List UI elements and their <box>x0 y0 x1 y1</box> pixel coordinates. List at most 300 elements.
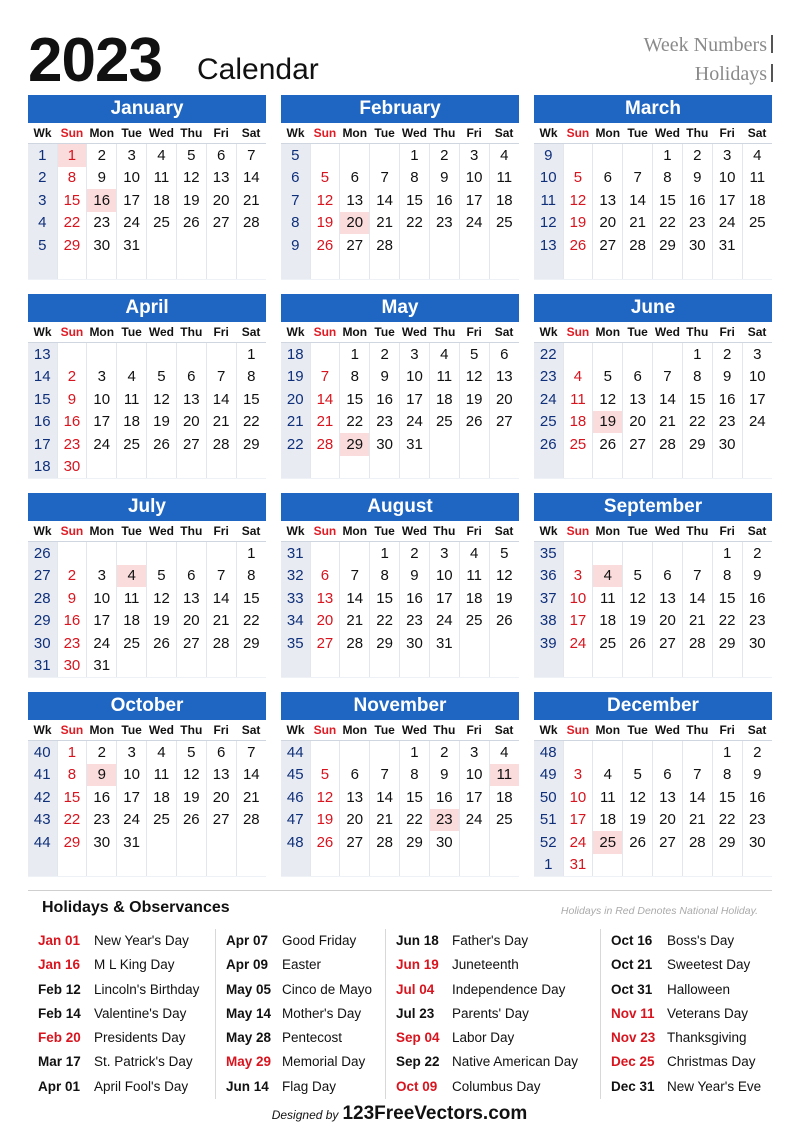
day-cell[interactable]: 27 <box>623 433 653 456</box>
day-cell[interactable]: 12 <box>623 587 653 610</box>
day-cell[interactable]: 26 <box>459 411 489 434</box>
day-cell[interactable]: 10 <box>117 764 147 787</box>
day-cell[interactable]: 8 <box>400 764 430 787</box>
day-cell[interactable] <box>563 456 593 479</box>
day-cell[interactable]: 24 <box>459 212 489 235</box>
day-cell[interactable] <box>593 655 623 678</box>
day-cell[interactable]: 5 <box>459 343 489 366</box>
day-cell[interactable]: 20 <box>310 610 340 633</box>
day-cell[interactable]: 4 <box>147 741 177 764</box>
day-cell[interactable]: 11 <box>147 167 177 190</box>
day-cell[interactable]: 18 <box>459 587 489 610</box>
day-cell[interactable]: 17 <box>87 610 117 633</box>
day-cell[interactable] <box>310 741 340 764</box>
day-cell[interactable] <box>310 343 340 366</box>
day-cell[interactable]: 26 <box>310 831 340 854</box>
day-cell[interactable]: 8 <box>57 167 87 190</box>
day-cell[interactable]: 26 <box>623 632 653 655</box>
day-cell[interactable] <box>206 655 236 678</box>
day-cell[interactable]: 2 <box>57 565 87 588</box>
day-cell[interactable] <box>400 655 430 678</box>
day-cell[interactable]: 27 <box>206 212 236 235</box>
day-cell[interactable]: 5 <box>593 366 623 389</box>
day-cell[interactable]: 25 <box>147 212 177 235</box>
day-cell[interactable]: 12 <box>495 567 513 585</box>
day-cell[interactable]: 12 <box>310 786 340 809</box>
day-cell[interactable] <box>117 854 147 877</box>
day-cell[interactable]: 5 <box>310 167 340 190</box>
day-cell[interactable]: 27 <box>176 632 206 655</box>
day-cell[interactable] <box>147 257 177 280</box>
day-cell[interactable] <box>117 456 147 479</box>
day-cell[interactable] <box>176 234 206 257</box>
day-cell[interactable]: 22 <box>400 809 430 832</box>
day-cell[interactable]: 7 <box>370 167 400 190</box>
day-cell[interactable] <box>563 144 593 167</box>
day-cell[interactable]: 14 <box>623 189 653 212</box>
day-cell[interactable] <box>742 854 772 877</box>
day-cell[interactable]: 5 <box>623 764 653 787</box>
day-cell[interactable]: 20 <box>623 411 653 434</box>
day-cell[interactable]: 18 <box>495 191 513 209</box>
day-cell[interactable]: 2 <box>400 542 430 565</box>
day-cell[interactable]: 16 <box>57 610 87 633</box>
day-cell[interactable] <box>429 655 459 678</box>
day-cell[interactable]: 6 <box>653 764 683 787</box>
day-cell[interactable]: 11 <box>593 786 623 809</box>
day-cell[interactable] <box>459 854 489 877</box>
day-cell[interactable]: 8 <box>653 167 683 190</box>
day-cell[interactable]: 22 <box>242 413 260 431</box>
day-cell[interactable]: 5 <box>500 544 509 562</box>
day-cell[interactable]: 13 <box>340 189 370 212</box>
day-cell[interactable] <box>593 741 623 764</box>
day-cell[interactable]: 29 <box>712 831 742 854</box>
day-cell[interactable] <box>623 144 653 167</box>
day-cell[interactable]: 12 <box>593 388 623 411</box>
day-cell[interactable]: 29 <box>340 433 370 456</box>
day-cell[interactable]: 25 <box>429 411 459 434</box>
day-cell[interactable]: 10 <box>712 167 742 190</box>
day-cell[interactable]: 21 <box>206 610 236 633</box>
day-cell[interactable]: 30 <box>748 634 766 652</box>
day-cell[interactable]: 29 <box>370 632 400 655</box>
day-cell[interactable] <box>236 831 266 854</box>
day-cell[interactable]: 2 <box>57 366 87 389</box>
day-cell[interactable] <box>593 257 623 280</box>
day-cell[interactable] <box>712 257 742 280</box>
day-cell[interactable] <box>236 234 266 257</box>
day-cell[interactable]: 24 <box>563 632 593 655</box>
day-cell[interactable]: 9 <box>87 764 117 787</box>
day-cell[interactable]: 6 <box>340 167 370 190</box>
day-cell[interactable]: 7 <box>682 764 712 787</box>
day-cell[interactable]: 11 <box>117 388 147 411</box>
day-cell[interactable] <box>459 655 489 678</box>
day-cell[interactable]: 19 <box>310 212 340 235</box>
day-cell[interactable]: 1 <box>57 144 87 167</box>
day-cell[interactable]: 26 <box>593 433 623 456</box>
day-cell[interactable] <box>310 655 340 678</box>
day-cell[interactable]: 21 <box>340 610 370 633</box>
day-cell[interactable]: 29 <box>57 831 87 854</box>
day-cell[interactable]: 3 <box>87 565 117 588</box>
day-cell[interactable]: 26 <box>495 612 513 630</box>
day-cell[interactable] <box>176 257 206 280</box>
day-cell[interactable]: 24 <box>563 831 593 854</box>
day-cell[interactable]: 16 <box>370 388 400 411</box>
day-cell[interactable] <box>429 433 459 456</box>
day-cell[interactable] <box>429 854 459 877</box>
day-cell[interactable]: 12 <box>147 587 177 610</box>
day-cell[interactable] <box>340 854 370 877</box>
day-cell[interactable]: 8 <box>400 167 430 190</box>
day-cell[interactable] <box>742 234 772 257</box>
day-cell[interactable] <box>400 234 430 257</box>
day-cell[interactable]: 28 <box>653 433 683 456</box>
day-cell[interactable]: 13 <box>206 167 236 190</box>
day-cell[interactable]: 3 <box>429 542 459 565</box>
day-cell[interactable]: 10 <box>563 786 593 809</box>
day-cell[interactable] <box>176 854 206 877</box>
day-cell[interactable]: 30 <box>370 433 400 456</box>
day-cell[interactable]: 2 <box>753 544 762 562</box>
day-cell[interactable] <box>623 257 653 280</box>
day-cell[interactable]: 28 <box>242 811 260 829</box>
day-cell[interactable]: 15 <box>712 786 742 809</box>
day-cell[interactable]: 11 <box>459 565 489 588</box>
day-cell[interactable]: 13 <box>206 764 236 787</box>
day-cell[interactable]: 13 <box>495 368 513 386</box>
day-cell[interactable]: 13 <box>310 587 340 610</box>
day-cell[interactable]: 14 <box>340 587 370 610</box>
day-cell[interactable] <box>400 257 430 280</box>
day-cell[interactable]: 9 <box>370 366 400 389</box>
day-cell[interactable]: 27 <box>593 234 623 257</box>
day-cell[interactable]: 12 <box>176 167 206 190</box>
day-cell[interactable] <box>206 831 236 854</box>
day-cell[interactable]: 13 <box>593 189 623 212</box>
day-cell[interactable]: 20 <box>593 212 623 235</box>
day-cell[interactable]: 25 <box>593 831 623 854</box>
day-cell[interactable]: 18 <box>147 189 177 212</box>
day-cell[interactable]: 17 <box>429 587 459 610</box>
day-cell[interactable]: 12 <box>623 786 653 809</box>
day-cell[interactable]: 14 <box>370 189 400 212</box>
day-cell[interactable] <box>236 257 266 280</box>
day-cell[interactable]: 27 <box>653 632 683 655</box>
day-cell[interactable]: 17 <box>712 189 742 212</box>
day-cell[interactable]: 19 <box>593 411 623 434</box>
day-cell[interactable]: 17 <box>400 388 430 411</box>
day-cell[interactable]: 3 <box>753 345 762 363</box>
day-cell[interactable]: 2 <box>87 144 117 167</box>
day-cell[interactable]: 8 <box>370 565 400 588</box>
day-cell[interactable]: 22 <box>400 212 430 235</box>
day-cell[interactable]: 13 <box>623 388 653 411</box>
day-cell[interactable]: 18 <box>429 388 459 411</box>
day-cell[interactable] <box>117 655 147 678</box>
day-cell[interactable]: 6 <box>176 366 206 389</box>
day-cell[interactable]: 15 <box>57 786 87 809</box>
day-cell[interactable]: 31 <box>117 234 147 257</box>
day-cell[interactable] <box>489 632 519 655</box>
day-cell[interactable]: 25 <box>117 632 147 655</box>
day-cell[interactable]: 31 <box>117 831 147 854</box>
day-cell[interactable]: 18 <box>147 786 177 809</box>
day-cell[interactable]: 1 <box>712 542 742 565</box>
day-cell[interactable]: 19 <box>176 189 206 212</box>
day-cell[interactable] <box>310 144 340 167</box>
day-cell[interactable]: 30 <box>400 632 430 655</box>
day-cell[interactable]: 24 <box>712 212 742 235</box>
day-cell[interactable]: 12 <box>176 764 206 787</box>
day-cell[interactable]: 21 <box>653 411 683 434</box>
day-cell[interactable]: 13 <box>176 587 206 610</box>
day-cell[interactable]: 4 <box>459 542 489 565</box>
day-cell[interactable] <box>563 655 593 678</box>
day-cell[interactable] <box>310 257 340 280</box>
day-cell[interactable]: 20 <box>176 411 206 434</box>
day-cell[interactable]: 11 <box>117 587 147 610</box>
day-cell[interactable]: 18 <box>117 411 147 434</box>
day-cell[interactable]: 21 <box>370 212 400 235</box>
day-cell[interactable]: 10 <box>459 167 489 190</box>
day-cell[interactable]: 25 <box>495 214 513 232</box>
day-cell[interactable]: 16 <box>87 786 117 809</box>
day-cell[interactable]: 16 <box>748 788 766 806</box>
day-cell[interactable] <box>489 257 519 280</box>
day-cell[interactable]: 11 <box>593 587 623 610</box>
day-cell[interactable]: 14 <box>242 766 260 784</box>
day-cell[interactable]: 2 <box>429 144 459 167</box>
day-cell[interactable]: 28 <box>206 632 236 655</box>
day-cell[interactable]: 7 <box>623 167 653 190</box>
day-cell[interactable]: 22 <box>653 212 683 235</box>
day-cell[interactable]: 29 <box>242 435 260 453</box>
day-cell[interactable]: 3 <box>400 343 430 366</box>
day-cell[interactable] <box>176 831 206 854</box>
day-cell[interactable]: 26 <box>176 212 206 235</box>
day-cell[interactable]: 6 <box>310 565 340 588</box>
day-cell[interactable]: 17 <box>87 411 117 434</box>
day-cell[interactable] <box>682 741 712 764</box>
day-cell[interactable]: 18 <box>748 191 766 209</box>
day-cell[interactable]: 26 <box>310 234 340 257</box>
day-cell[interactable] <box>206 542 236 565</box>
day-cell[interactable]: 11 <box>563 388 593 411</box>
day-cell[interactable]: 25 <box>147 809 177 832</box>
day-cell[interactable]: 12 <box>310 189 340 212</box>
day-cell[interactable]: 20 <box>206 189 236 212</box>
day-cell[interactable]: 21 <box>242 788 260 806</box>
day-cell[interactable]: 21 <box>682 610 712 633</box>
day-cell[interactable]: 10 <box>459 764 489 787</box>
day-cell[interactable]: 15 <box>400 189 430 212</box>
day-cell[interactable]: 24 <box>87 433 117 456</box>
day-cell[interactable]: 14 <box>206 388 236 411</box>
day-cell[interactable]: 25 <box>117 433 147 456</box>
day-cell[interactable]: 15 <box>712 587 742 610</box>
day-cell[interactable] <box>206 343 236 366</box>
day-cell[interactable]: 25 <box>459 610 489 633</box>
day-cell[interactable]: 23 <box>748 612 766 630</box>
day-cell[interactable]: 31 <box>712 234 742 257</box>
day-cell[interactable]: 31 <box>400 433 430 456</box>
day-cell[interactable]: 1 <box>682 343 712 366</box>
day-cell[interactable]: 31 <box>429 632 459 655</box>
day-cell[interactable] <box>147 234 177 257</box>
day-cell[interactable]: 2 <box>87 741 117 764</box>
day-cell[interactable]: 4 <box>500 146 509 164</box>
day-cell[interactable]: 4 <box>753 146 762 164</box>
day-cell[interactable]: 5 <box>176 741 206 764</box>
day-cell[interactable]: 10 <box>429 565 459 588</box>
day-cell[interactable]: 25 <box>495 811 513 829</box>
day-cell[interactable]: 19 <box>147 411 177 434</box>
day-cell[interactable] <box>206 257 236 280</box>
day-cell[interactable]: 15 <box>400 786 430 809</box>
day-cell[interactable] <box>176 655 206 678</box>
day-cell[interactable]: 7 <box>653 366 683 389</box>
day-cell[interactable] <box>340 542 370 565</box>
day-cell[interactable]: 1 <box>370 542 400 565</box>
day-cell[interactable]: 3 <box>563 565 593 588</box>
day-cell[interactable]: 21 <box>682 809 712 832</box>
day-cell[interactable]: 7 <box>206 565 236 588</box>
day-cell[interactable] <box>742 456 772 479</box>
day-cell[interactable]: 28 <box>682 632 712 655</box>
day-cell[interactable] <box>340 144 370 167</box>
day-cell[interactable]: 29 <box>682 433 712 456</box>
day-cell[interactable]: 8 <box>247 368 256 386</box>
day-cell[interactable] <box>400 456 430 479</box>
day-cell[interactable] <box>623 741 653 764</box>
day-cell[interactable] <box>370 456 400 479</box>
day-cell[interactable]: 2 <box>370 343 400 366</box>
day-cell[interactable]: 6 <box>206 144 236 167</box>
day-cell[interactable]: 23 <box>87 809 117 832</box>
day-cell[interactable] <box>742 257 772 280</box>
day-cell[interactable]: 29 <box>712 632 742 655</box>
day-cell[interactable]: 26 <box>623 831 653 854</box>
day-cell[interactable]: 4 <box>593 764 623 787</box>
day-cell[interactable]: 7 <box>310 366 340 389</box>
day-cell[interactable] <box>682 854 712 877</box>
day-cell[interactable] <box>653 343 683 366</box>
day-cell[interactable]: 15 <box>653 189 683 212</box>
day-cell[interactable] <box>429 234 459 257</box>
day-cell[interactable]: 6 <box>206 741 236 764</box>
day-cell[interactable] <box>340 456 370 479</box>
day-cell[interactable]: 7 <box>682 565 712 588</box>
day-cell[interactable] <box>206 854 236 877</box>
day-cell[interactable]: 13 <box>653 587 683 610</box>
day-cell[interactable] <box>489 655 519 678</box>
day-cell[interactable]: 14 <box>682 587 712 610</box>
day-cell[interactable]: 5 <box>147 565 177 588</box>
day-cell[interactable] <box>653 456 683 479</box>
day-cell[interactable]: 10 <box>563 587 593 610</box>
day-cell[interactable]: 30 <box>429 831 459 854</box>
day-cell[interactable]: 28 <box>623 234 653 257</box>
day-cell[interactable]: 8 <box>712 565 742 588</box>
day-cell[interactable]: 2 <box>682 144 712 167</box>
day-cell[interactable]: 28 <box>310 433 340 456</box>
day-cell[interactable] <box>459 456 489 479</box>
day-cell[interactable]: 26 <box>563 234 593 257</box>
day-cell[interactable]: 28 <box>206 433 236 456</box>
day-cell[interactable]: 23 <box>87 212 117 235</box>
day-cell[interactable] <box>57 542 87 565</box>
day-cell[interactable]: 11 <box>147 764 177 787</box>
day-cell[interactable] <box>176 343 206 366</box>
day-cell[interactable] <box>310 854 340 877</box>
day-cell[interactable]: 21 <box>206 411 236 434</box>
day-cell[interactable]: 20 <box>653 610 683 633</box>
day-cell[interactable]: 30 <box>682 234 712 257</box>
day-cell[interactable]: 26 <box>147 433 177 456</box>
day-cell[interactable]: 12 <box>459 366 489 389</box>
day-cell[interactable] <box>340 257 370 280</box>
day-cell[interactable] <box>87 343 117 366</box>
day-cell[interactable]: 4 <box>117 565 147 588</box>
day-cell[interactable]: 14 <box>242 169 260 187</box>
day-cell[interactable]: 19 <box>563 212 593 235</box>
day-cell[interactable]: 28 <box>370 234 400 257</box>
day-cell[interactable] <box>653 741 683 764</box>
day-cell[interactable] <box>459 632 489 655</box>
day-cell[interactable]: 7 <box>340 565 370 588</box>
day-cell[interactable] <box>712 456 742 479</box>
day-cell[interactable]: 20 <box>653 809 683 832</box>
day-cell[interactable]: 4 <box>500 743 509 761</box>
day-cell[interactable]: 6 <box>340 764 370 787</box>
day-cell[interactable]: 30 <box>87 831 117 854</box>
day-cell[interactable]: 14 <box>370 786 400 809</box>
day-cell[interactable]: 28 <box>242 214 260 232</box>
day-cell[interactable]: 17 <box>117 786 147 809</box>
day-cell[interactable]: 30 <box>87 234 117 257</box>
day-cell[interactable] <box>340 655 370 678</box>
day-cell[interactable]: 27 <box>495 413 513 431</box>
day-cell[interactable]: 1 <box>653 144 683 167</box>
day-cell[interactable]: 12 <box>147 388 177 411</box>
day-cell[interactable]: 24 <box>459 809 489 832</box>
day-cell[interactable]: 20 <box>340 809 370 832</box>
day-cell[interactable] <box>206 456 236 479</box>
day-cell[interactable] <box>459 257 489 280</box>
day-cell[interactable] <box>682 456 712 479</box>
day-cell[interactable] <box>682 655 712 678</box>
day-cell[interactable]: 27 <box>340 234 370 257</box>
day-cell[interactable] <box>563 542 593 565</box>
day-cell[interactable]: 10 <box>400 366 430 389</box>
day-cell[interactable] <box>57 257 87 280</box>
day-cell[interactable]: 22 <box>340 411 370 434</box>
day-cell[interactable] <box>57 343 87 366</box>
day-cell[interactable] <box>489 234 519 257</box>
day-cell[interactable]: 6 <box>623 366 653 389</box>
day-cell[interactable]: 23 <box>57 632 87 655</box>
day-cell[interactable]: 15 <box>370 587 400 610</box>
day-cell[interactable]: 4 <box>563 366 593 389</box>
day-cell[interactable]: 6 <box>593 167 623 190</box>
day-cell[interactable]: 21 <box>623 212 653 235</box>
day-cell[interactable] <box>563 257 593 280</box>
day-cell[interactable] <box>370 741 400 764</box>
day-cell[interactable]: 9 <box>57 388 87 411</box>
